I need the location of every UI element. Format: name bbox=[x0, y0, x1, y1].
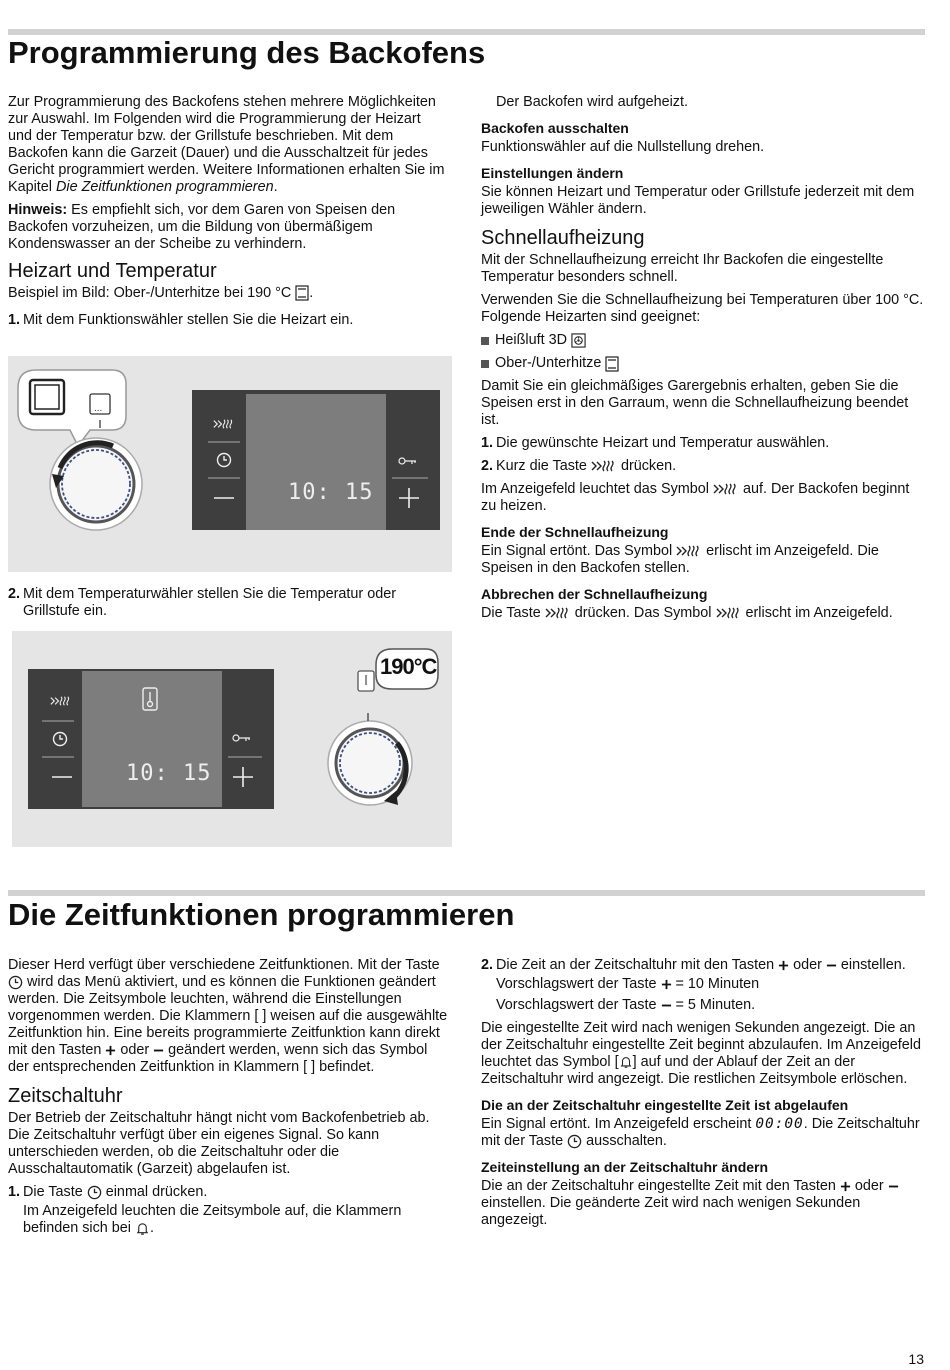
timer-step-1-note: Im Anzeigefeld leuchten die Zeitsymbole auf, die Klammern befinden sich bei . bbox=[23, 1203, 402, 1236]
timer-step-1-note-text: Im Anzeigefeld leuchten die Zeitsymbole auf, die Klammern befinden sich bei bbox=[23, 1203, 402, 1236]
bullet-text: Ober-/Unterhitze bbox=[495, 355, 602, 371]
minus-icon bbox=[153, 1045, 164, 1056]
display-zero-time: 00:00 bbox=[755, 1116, 804, 1132]
fast-abort-text-a: Die Taste bbox=[481, 605, 541, 621]
timer-p2-b: ] auf und der Ablauf der Zeit an der Zeitschaltuhr wird angezeigt. Die restlichen Zeitsymbole erlöschen. bbox=[481, 1054, 908, 1087]
hint-text: Es empfiehlt sich, vor dem Garen von Speisen den Backofen vorzuheizen, um die Bildung von übermäßigem Kondenswasser an der Scheibe zu verhindern. bbox=[8, 202, 396, 252]
timer-p2 bbox=[481, 1020, 926, 1088]
intro-paragraph: Zur Programmierung des Backofens stehen mehrere Möglichkeiten zur Auswahl. Im Folgenden wird die Programmierung der Heizart und der Temperatur bzw. der Grillstufe beschrieben. Mit dem Backofen kann die Garzeit (Dauer) und die Ausschaltzeit für jedes Gericht programmiert werden. Weitere Informationen erhalten Sie im Kapitel Die Zeitfunktionen programmieren. bbox=[8, 94, 445, 195]
suggest-minus-a: Vorschlagswert der Taste bbox=[496, 997, 657, 1013]
hot-air-3d-icon bbox=[571, 333, 586, 348]
suggest-plus-b: = 10 Minuten bbox=[675, 976, 760, 992]
expired-text bbox=[481, 1116, 926, 1150]
changetime-text-a: Die an der Zeitschaltuhr eingestellte Zeit mit den Tasten bbox=[481, 1178, 836, 1194]
list-item bbox=[481, 332, 926, 349]
intro-text: Zur Programmierung des Backofens stehen mehrere Möglichkeiten zur Auswahl. Im Folgenden wird die Programmierung der Heizart und der Temperatur bzw. der Grillstufe beschrieben. Mit dem Backofen kann die Garzeit (Dauer) und die Ausschaltzeit für jedes Gericht programmiert werden. Weitere Informationen erhalten Sie im Kapitel bbox=[8, 94, 445, 195]
time-intro bbox=[8, 957, 450, 1076]
fast-abort-text-c: erlischt im Anzeigefeld. bbox=[745, 605, 893, 621]
fast-p1: Mit der Schnellaufheizung erreicht Ihr Backofen die eingestellte Temperatur besonders schnell. bbox=[481, 252, 884, 285]
step-2-number: 2. bbox=[8, 586, 21, 602]
step-1-text: Mit dem Funktionswähler stellen Sie die Heizart ein. bbox=[23, 312, 354, 328]
minus-icon bbox=[888, 1181, 899, 1192]
fast-abort-text bbox=[481, 605, 926, 622]
fast-heat-icon bbox=[545, 606, 571, 620]
timer-step-1 bbox=[8, 1184, 450, 1201]
heading-zeit-abgelaufen: Die an der Zeitschaltuhr eingestellte Zeit ist abgelaufen bbox=[481, 1097, 849, 1113]
fast-abort-text-b: drücken. Das Symbol bbox=[574, 605, 712, 621]
fast-end-text bbox=[481, 543, 926, 577]
timer-p1: Der Betrieb der Zeitschaltuhr hängt nicht vom Backofenbetrieb ab. Die Zeitschaltuhr verfügt über ein eigenes Signal. So kann unterschieden werden, ob die Zeitschaltuhr oder die Ausschaltautomatik (Garzeit) abgelaufen ist. bbox=[8, 1110, 430, 1177]
step-2-text: Mit dem Temperaturwähler stellen Sie die Temperatur oder Grillstufe ein. bbox=[23, 586, 397, 619]
heading-schnellaufheizung: Schnellaufheizung bbox=[481, 227, 645, 249]
plus-icon bbox=[661, 979, 672, 990]
changetime-text-c: einstellen. Die geänderte Zeit wird nach wenigen Sekunden angezeigt. bbox=[481, 1195, 861, 1228]
fast-heat-icon bbox=[713, 482, 739, 496]
section-rule-bottom bbox=[8, 890, 925, 896]
figure-function-selector bbox=[8, 356, 452, 572]
fast-step-1 bbox=[481, 435, 926, 452]
plus-icon bbox=[840, 1181, 851, 1192]
time-intro-a: Dieser Herd verfügt über verschiedene Zeitfunktionen. Mit der Taste bbox=[8, 957, 440, 973]
temperature-callout: 190°C bbox=[380, 654, 437, 679]
list-item bbox=[481, 355, 926, 372]
bullet-square bbox=[481, 360, 489, 368]
timer-step-2-text-c: einstellen. bbox=[840, 957, 906, 973]
time-intro-c: oder bbox=[120, 1042, 150, 1058]
top-bottom-heat-icon bbox=[295, 285, 309, 301]
expired-text-a: Ein Signal ertönt. Im Anzeigefeld erscheint bbox=[481, 1116, 752, 1132]
figure-temperature-selector bbox=[12, 631, 452, 847]
clock-icon bbox=[567, 1134, 582, 1149]
changetime-text-b: oder bbox=[854, 1178, 884, 1194]
timer-step-1-text-a: Die Taste bbox=[23, 1184, 83, 1200]
timer-step-1-number: 1. bbox=[8, 1184, 21, 1200]
timer-step-1-text-b: einmal drücken. bbox=[105, 1184, 208, 1200]
clock-icon bbox=[87, 1185, 102, 1200]
display-time-1: 10: 15 bbox=[288, 480, 374, 505]
fast-step-2-text-a: Kurz die Taste bbox=[496, 458, 587, 474]
timer-step-2-number: 2. bbox=[481, 957, 494, 973]
suggest-minus bbox=[481, 997, 926, 1014]
svg-text:...: ... bbox=[94, 403, 103, 414]
heading-ende-schnellaufheizung: Ende der Schnellaufheizung bbox=[481, 524, 669, 540]
fast-heat-icon bbox=[676, 544, 702, 558]
timer-p2-a: Die eingestellte Zeit wird nach wenigen Sekunden angezeigt. Die an der Zeitschaltuhr eingestellte Zeit beginnt abzulaufen. Im Anzeigefeld leuchtet das Symbol [ bbox=[481, 1020, 921, 1070]
fast-step-1-text: Die gewünschte Heizart und Temperatur auswählen. bbox=[496, 435, 830, 451]
heating-note: Der Backofen wird aufgeheizt. bbox=[496, 94, 688, 110]
section-title-programming: Programmierung des Backofens bbox=[8, 35, 486, 70]
step-2 bbox=[8, 586, 448, 620]
figure-1-illustration bbox=[8, 356, 452, 572]
hint-paragraph bbox=[8, 202, 448, 253]
suggest-minus-b: = 5 Minuten. bbox=[675, 997, 756, 1013]
fast-step-1-number: 1. bbox=[481, 435, 494, 451]
heading-einstellungen-aendern: Einstellungen ändern bbox=[481, 165, 624, 181]
fast-end-text-a: Ein Signal ertönt. Das Symbol bbox=[481, 543, 673, 559]
time-intro-b: wird das Menü aktiviert, und es können die Funktionen geändert werden. Die Zeitsymbole leuchten, während die Einstellungen vorgenommen werden. Die Klammern [ ] weisen auf die ausgewählte Zeitfunktion hin. Eine bereits programmierte Zeitfunktion kann direkt mit den Tasten bbox=[8, 974, 448, 1058]
fast-p3: Damit Sie ein gleichmäßiges Garergebnis erhalten, geben Sie die Speisen erst in den Garraum, wenn die Schnellaufheizung beendet ist. bbox=[481, 378, 909, 428]
suggest-plus bbox=[481, 976, 926, 993]
fast-heat-icon bbox=[591, 459, 617, 473]
section-title-time-functions: Die Zeitfunktionen programmieren bbox=[8, 897, 515, 932]
minus-icon bbox=[661, 1000, 672, 1011]
fast-step-2 bbox=[481, 458, 926, 475]
heizart-example-text: Beispiel im Bild: Ober-/Unterhitze bei 190 °C bbox=[8, 285, 292, 301]
fast-p4-text-b: auf. Der Backofen beginnt zu heizen. bbox=[481, 481, 910, 514]
bullet-text: Heißluft 3D bbox=[495, 332, 567, 348]
heading-heizart: Heizart und Temperatur bbox=[8, 260, 217, 282]
fast-step-2-number: 2. bbox=[481, 458, 494, 474]
left-column-1b bbox=[8, 586, 448, 626]
changetime-text bbox=[481, 1178, 926, 1229]
heading-zeiteinstellung-aendern: Zeiteinstellung an der Zeitschaltuhr ändern bbox=[481, 1159, 769, 1175]
bullet-square bbox=[481, 337, 489, 345]
step-1 bbox=[8, 312, 448, 329]
fast-end-text-b: erlischt im Anzeigefeld. Die Speisen in den Backofen stellen. bbox=[481, 543, 879, 576]
fast-p4-text-a: Im Anzeigefeld leuchtet das Symbol bbox=[481, 481, 709, 497]
clock-icon bbox=[8, 975, 23, 990]
intro-chapter-link[interactable]: Die Zeitfunktionen programmieren bbox=[56, 179, 274, 195]
hint-label: Hinweis: bbox=[8, 202, 68, 218]
left-column-1 bbox=[8, 94, 448, 335]
off-text: Funktionswähler auf die Nullstellung drehen. bbox=[481, 139, 765, 155]
heading-zeitschaltuhr: Zeitschaltuhr bbox=[8, 1085, 123, 1107]
heading-abbrechen-schnellaufheizung: Abbrechen der Schnellaufheizung bbox=[481, 586, 708, 602]
plus-icon bbox=[105, 1045, 116, 1056]
fast-heat-mode-list bbox=[481, 332, 926, 372]
right-column-1 bbox=[481, 94, 926, 628]
heading-backofen-ausschalten: Backofen ausschalten bbox=[481, 120, 629, 136]
timer-step-2 bbox=[481, 957, 926, 974]
step-1-number: 1. bbox=[8, 312, 21, 328]
heizart-example: Beispiel im Bild: Ober-/Unterhitze bei 190 °C . bbox=[8, 285, 314, 301]
timer-step-2-text-a: Die Zeit an der Zeitschaltuhr mit den Tasten bbox=[496, 957, 775, 973]
left-column-2 bbox=[8, 957, 450, 1243]
fast-step-2-text-b: drücken. bbox=[620, 458, 677, 474]
fast-p2: Verwenden Sie die Schnellaufheizung bei Temperaturen über 100 °C. Folgende Heizarten sind geeignet: bbox=[481, 292, 924, 325]
timer-step-2-text-b: oder bbox=[793, 957, 822, 973]
time-intro-d: geändert werden, wenn sich das Symbol der entsprechenden Zeitfunktion in Klammern [ ] befindet. bbox=[8, 1042, 428, 1075]
suggest-plus-a: Vorschlagswert der Taste bbox=[496, 976, 657, 992]
bell-icon bbox=[619, 1055, 633, 1069]
display-time-2: 10: 15 bbox=[126, 761, 212, 786]
expired-text-b: . Die Zeitschaltuhr mit der Taste bbox=[481, 1116, 920, 1149]
right-column-2 bbox=[481, 957, 926, 1235]
bell-icon bbox=[135, 1221, 150, 1236]
top-bottom-heat-icon bbox=[605, 356, 619, 372]
fast-p4 bbox=[481, 481, 926, 515]
plus-icon bbox=[778, 960, 789, 971]
change-text: Sie können Heizart und Temperatur oder Grillstufe jederzeit mit dem jeweiligen Wähler ändern. bbox=[481, 184, 915, 217]
expired-text-c: ausschalten. bbox=[586, 1133, 667, 1149]
page-number: 13 bbox=[908, 1351, 924, 1367]
minus-icon bbox=[826, 960, 837, 971]
fast-heat-icon bbox=[716, 606, 742, 620]
